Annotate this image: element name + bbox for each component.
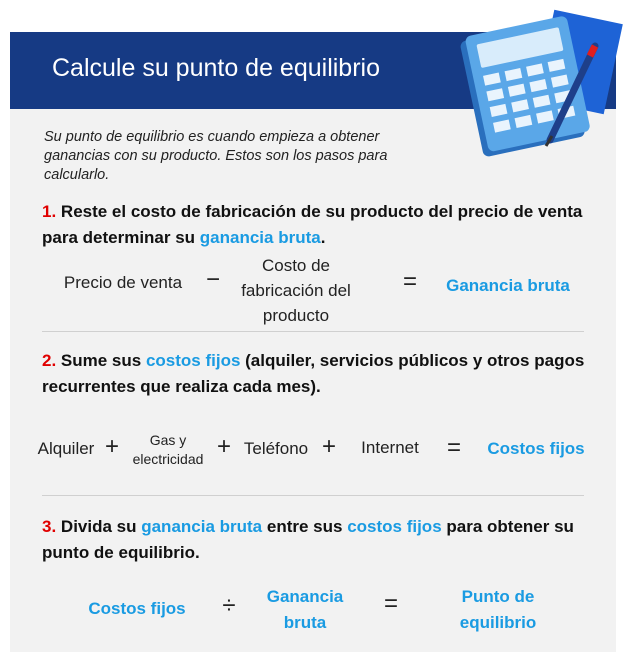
plus-symbol: +: [216, 433, 231, 460]
minus-symbol: −: [205, 266, 220, 293]
intro-text: Su punto de equilibrio es cuando empieza a obtener ganancias con su producto. Estos son los pasos para calcularlo.: [44, 129, 388, 183]
step-number: 1.: [42, 202, 57, 221]
eq2-term-alquiler: Alquiler: [37, 439, 95, 458]
divider: [42, 331, 584, 332]
step-3-instruction: [42, 514, 590, 566]
divide-symbol: ÷: [222, 592, 236, 619]
step-text: (alquiler, servicios públicos y otros pagos recurrentes que realiza cada mes).: [42, 351, 585, 396]
eq3-term-ganancia: Ganancia bruta: [266, 587, 344, 632]
step-text: .: [320, 228, 326, 247]
step-highlight: costos fijos: [145, 351, 241, 370]
step-highlight: ganancia bruta: [141, 517, 263, 536]
eq1-term-costo: Costo de fabricación del producto: [241, 256, 351, 325]
step-text: entre sus: [262, 517, 348, 536]
eq1-term-precio: Precio de venta: [63, 273, 183, 292]
equals-symbol: =: [402, 268, 417, 295]
eq2-term-gas: Gas y electricidad: [132, 432, 204, 467]
eq3-result: Punto de equilibrio: [459, 587, 537, 632]
step-highlight: ganancia bruta: [199, 228, 321, 247]
step-1-instruction: [42, 199, 590, 251]
pencil-icon: [540, 42, 602, 148]
eq2-term-internet: Internet: [361, 438, 419, 457]
eq2-term-telefono: Teléfono: [243, 439, 309, 458]
step-number: 3.: [42, 517, 57, 536]
divider: [42, 495, 584, 496]
step-2-instruction: [42, 348, 590, 400]
equals-symbol: =: [446, 434, 461, 461]
equals-symbol: =: [383, 590, 398, 617]
step-text: Divida su: [56, 517, 142, 536]
step-text: para obtener su punto de equilibrio.: [42, 517, 574, 562]
page-title: Calcule su punto de equilibrio: [52, 54, 380, 82]
plus-symbol: +: [321, 433, 336, 460]
eq2-result: Costos fijos: [487, 439, 585, 458]
step-text: Reste el costo de fabricación de su producto del precio de venta para determinar su: [42, 202, 583, 247]
step-text: Sume sus: [56, 351, 146, 370]
step-highlight: costos fijos: [347, 517, 442, 536]
eq1-result: Ganancia bruta: [446, 276, 570, 295]
eq3-term-costos: Costos fijos: [88, 599, 186, 618]
plus-symbol: +: [104, 433, 119, 460]
step-number: 2.: [42, 351, 57, 370]
